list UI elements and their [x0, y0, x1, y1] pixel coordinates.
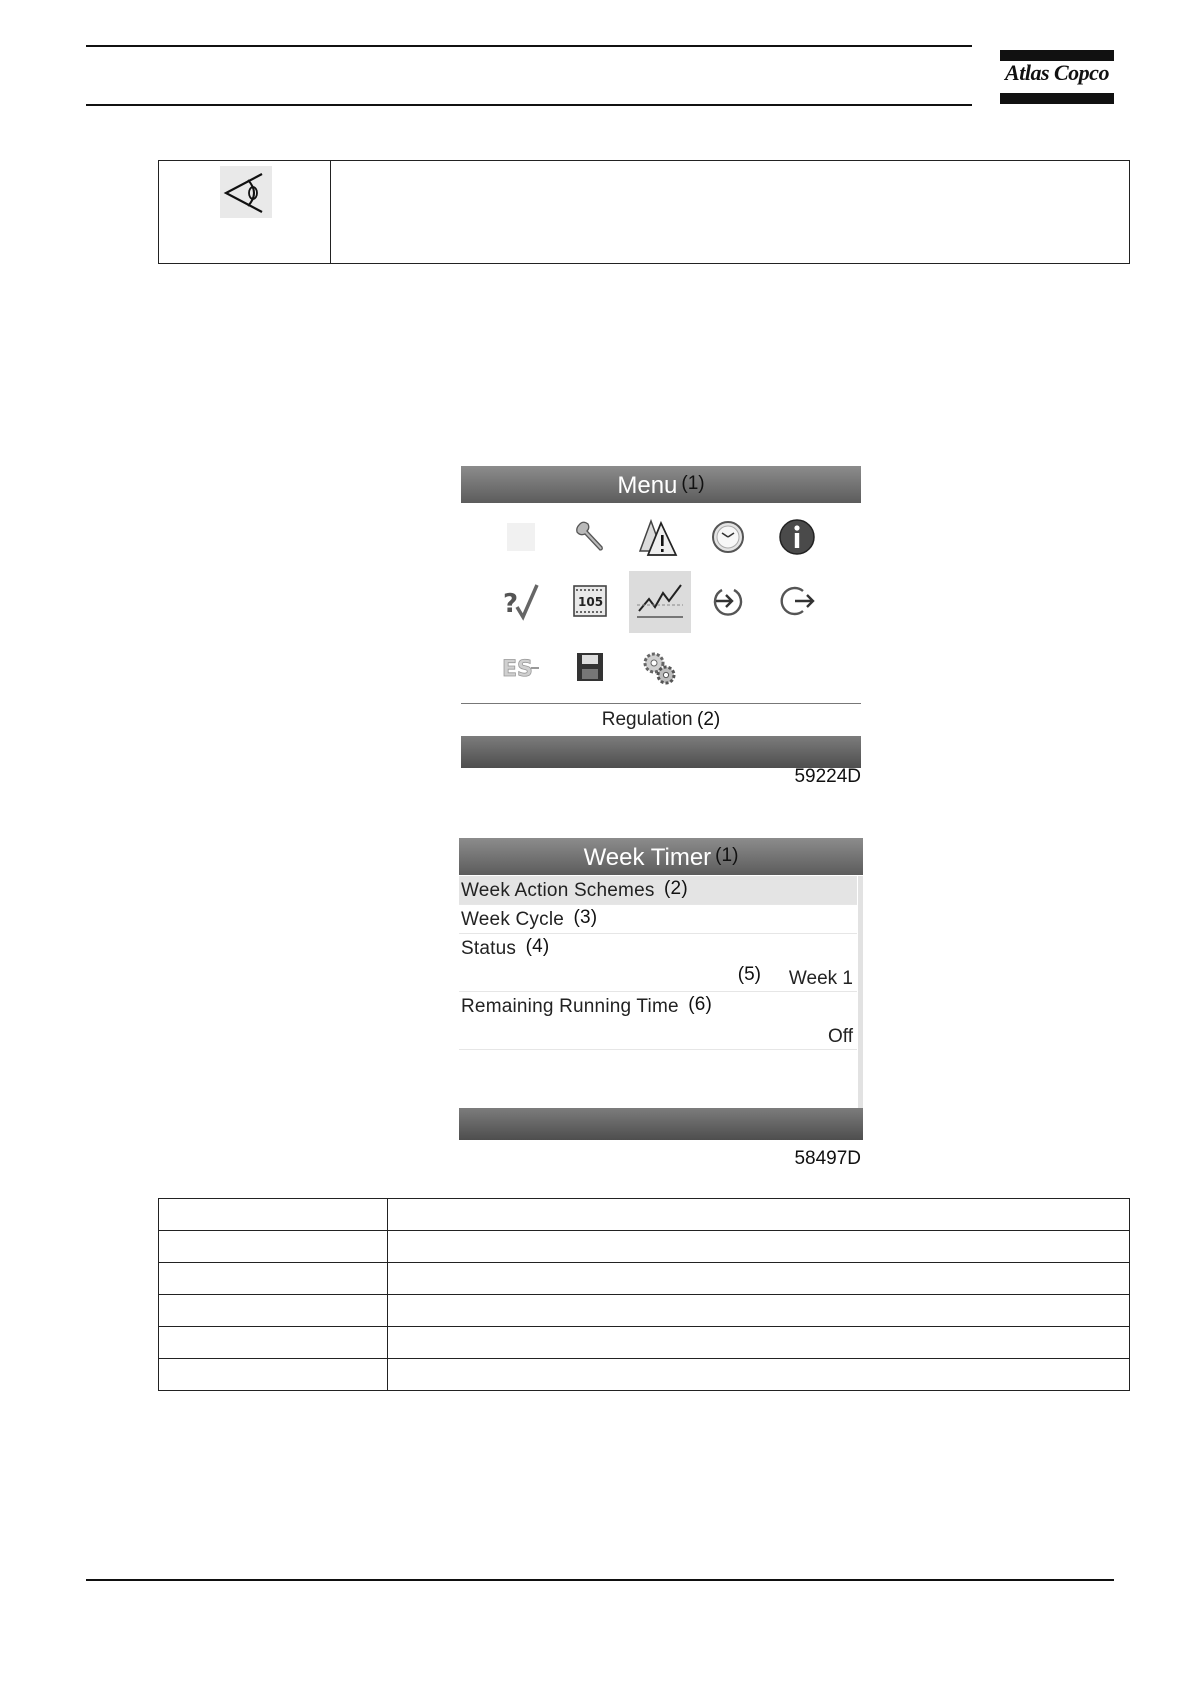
- table-cell: [159, 1199, 388, 1231]
- remaining-running-time-value: Off: [828, 1026, 853, 1047]
- input-arrow-icon[interactable]: [706, 579, 750, 623]
- list-item-status[interactable]: [459, 934, 857, 992]
- table-cell: [388, 1263, 1130, 1295]
- output-arrow-icon[interactable]: [775, 579, 819, 623]
- status-value-callout: (5): [737, 964, 761, 985]
- warning-triangles-icon[interactable]: [637, 515, 681, 559]
- list-item-remaining-running-time[interactable]: [459, 992, 857, 1050]
- table-cell: [159, 1295, 388, 1327]
- brand-logo-text: Atlas Copco: [1005, 60, 1109, 85]
- menu-selected-label: [461, 709, 861, 731]
- week-action-schemes-callout: (2): [664, 878, 688, 899]
- main-screen-icon[interactable]: [499, 515, 543, 559]
- week-timer-title: Week Timer: [583, 844, 712, 871]
- footer-rule: [86, 1579, 1114, 1581]
- table-cell: [388, 1199, 1130, 1231]
- table-cell: [388, 1359, 1130, 1391]
- menu-selected-label-text: Regulation: [601, 709, 693, 730]
- table-row: [159, 1327, 1130, 1359]
- week-timer-title-bar: [459, 838, 863, 875]
- menu-label-separator: [461, 703, 861, 704]
- week-cycle-callout: (3): [573, 907, 598, 928]
- week-timer-screen: [459, 838, 863, 1140]
- table-row: [159, 1295, 1130, 1327]
- list-item-week-cycle[interactable]: [459, 905, 857, 934]
- regulation-curve-icon[interactable]: [629, 571, 691, 633]
- note-divider: [330, 161, 331, 263]
- week-timer-scrollbar[interactable]: [858, 876, 863, 1108]
- counters-icon[interactable]: [568, 579, 612, 623]
- menu-title-bar: [461, 466, 861, 503]
- table-row: [159, 1231, 1130, 1263]
- table-cell: [159, 1231, 388, 1263]
- status-callout: (4): [525, 936, 550, 957]
- settings-gears-icon[interactable]: [637, 645, 681, 689]
- week-timer-title-callout: (1): [715, 845, 739, 866]
- table-cell: [388, 1327, 1130, 1359]
- remaining-running-time-callout: (6): [688, 994, 713, 1015]
- menu-title-callout: (1): [681, 473, 705, 494]
- table-cell: [159, 1327, 388, 1359]
- list-item-week-action-schemes[interactable]: [459, 876, 857, 905]
- table-row: [159, 1199, 1130, 1231]
- status-value: Week 1: [788, 968, 853, 989]
- remaining-running-time-label: Remaining Running Time: [461, 996, 679, 1017]
- table-row: [159, 1359, 1130, 1391]
- reference-table: [158, 1198, 1130, 1391]
- svg-text:?: ?: [503, 589, 519, 619]
- week-cycle-label: Week Cycle: [461, 909, 565, 930]
- eye-icon: [220, 166, 272, 218]
- info-icon[interactable]: [775, 515, 819, 559]
- menu-title: Menu: [617, 472, 678, 499]
- menu-bottom-bar: [461, 736, 861, 768]
- week-timer-bottom-bar: [459, 1108, 863, 1140]
- save-disk-icon[interactable]: [568, 645, 612, 689]
- table-cell: [159, 1359, 388, 1391]
- note-box: [158, 160, 1130, 264]
- week-action-schemes-label: Week Action Schemes: [461, 880, 655, 901]
- header-rule-top: [86, 45, 972, 47]
- es-icon[interactable]: [499, 645, 543, 689]
- clock-icon[interactable]: [706, 515, 750, 559]
- table-cell: [388, 1295, 1130, 1327]
- status-label: Status: [461, 938, 517, 959]
- wrench-icon[interactable]: [568, 515, 612, 559]
- question-check-icon[interactable]: [499, 579, 543, 623]
- menu-screen: [461, 466, 861, 768]
- header-rule-bottom: [86, 104, 972, 106]
- svg-text:ES: ES: [502, 657, 533, 682]
- table-cell: [388, 1231, 1130, 1263]
- menu-figure-code: 59224D: [794, 766, 861, 787]
- table-cell: [159, 1263, 388, 1295]
- table-row: [159, 1263, 1130, 1295]
- week-timer-figure-code: 58497D: [794, 1148, 861, 1169]
- menu-selected-callout: (2): [697, 709, 721, 730]
- svg-text:105: 105: [578, 595, 604, 609]
